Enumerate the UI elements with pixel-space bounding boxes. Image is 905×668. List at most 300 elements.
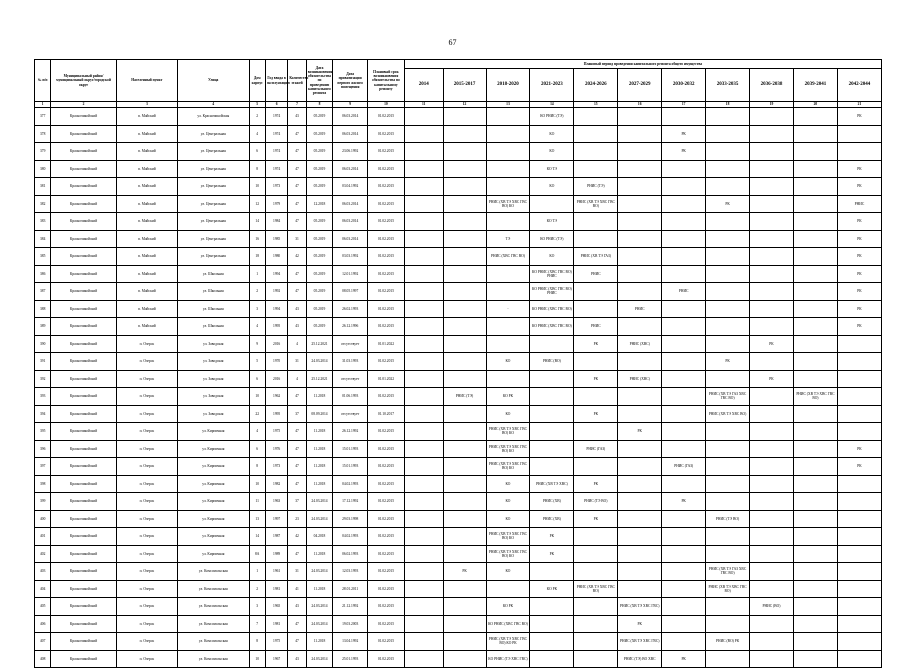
row-settlement: п. Майский (116, 195, 177, 213)
row-number: 386 (35, 265, 51, 283)
row-floors: 47 (288, 143, 306, 161)
table-body (35, 108, 882, 668)
row-period-cell (706, 335, 750, 353)
row-period-cell (750, 580, 794, 598)
row-date-privatization: 12.03.1993 (333, 563, 368, 581)
row-period-cell (618, 440, 662, 458)
row-period-cell: КО ТЭ (530, 213, 574, 231)
row-number: 378 (35, 125, 51, 143)
header-municipality: Муниципальный район/муниципальный округ/городской округ (51, 60, 116, 102)
row-planned-term: 01.01.2022 (368, 370, 405, 388)
row-period-cell (662, 388, 706, 406)
row-period-cell: РНИС (ХВ ТЭ ХВС ГВС ВО) КО (486, 458, 530, 476)
row-planned-term: 01.02.2015 (368, 230, 405, 248)
row-date-privatization: 31.03.1993 (333, 353, 368, 371)
row-year-built: 1981 (265, 580, 287, 598)
row-house: 2 (249, 283, 265, 301)
column-number: 19 (750, 102, 794, 108)
row-street: ул. Заводская (178, 370, 250, 388)
row-period-cell (706, 545, 750, 563)
row-period-cell (404, 580, 443, 598)
row-period-cell (662, 335, 706, 353)
row-settlement: п. Озерск (116, 510, 177, 528)
row-period-cell (837, 370, 881, 388)
column-number: 15 (574, 102, 618, 108)
header-year: 2027-2029 (618, 69, 662, 102)
row-date-obligation: 11.2018 (306, 388, 333, 406)
row-period-cell: ТЭ (486, 230, 530, 248)
row-settlement: п. Майский (116, 283, 177, 301)
row-house: 11 (249, 493, 265, 511)
column-number: 3 (116, 102, 177, 108)
table-row (35, 213, 882, 231)
row-period-cell: РНИС (ХВ ТЭ ГАЗ ХВС ГВС ВО) (706, 388, 750, 406)
row-street: ул. Комсомольская (178, 580, 250, 598)
row-period-cell (793, 633, 837, 651)
row-period-cell (793, 300, 837, 318)
row-period-cell (443, 650, 486, 668)
row-period-cell (443, 440, 486, 458)
row-period-cell (404, 178, 443, 196)
row-period-cell: РНИС (ХВ ТЭ ГАЗ) (574, 248, 618, 266)
table-row (35, 633, 882, 651)
row-planned-term: 01.02.2015 (368, 580, 405, 598)
row-period-cell (750, 440, 794, 458)
row-date-privatization: 06.03.2014 (333, 230, 368, 248)
row-date-obligation: 05.2019 (306, 230, 333, 248)
row-period-cell (750, 545, 794, 563)
row-period-cell (530, 615, 574, 633)
column-number: 11 (404, 102, 443, 108)
row-street: ул. Кирпичная (178, 458, 250, 476)
row-period-cell (618, 493, 662, 511)
row-period-cell (662, 563, 706, 581)
row-house: 5 (249, 353, 265, 371)
row-period-cell: РНИС (618, 300, 662, 318)
row-year-built: 1974 (265, 108, 287, 126)
row-date-obligation: 05.2019 (306, 160, 333, 178)
row-period-cell: РК (662, 143, 706, 161)
row-municipality: Красночикойский (51, 545, 116, 563)
row-period-cell (837, 528, 881, 546)
row-floors: 43 (288, 318, 306, 336)
row-period-cell (662, 580, 706, 598)
table-row (35, 493, 882, 511)
row-period-cell: РК (574, 335, 618, 353)
column-number: 5 (249, 102, 265, 108)
row-street: ул. Центральная (178, 125, 250, 143)
row-period-cell (706, 598, 750, 616)
row-settlement: п. Озерск (116, 650, 177, 668)
row-period-cell (793, 318, 837, 336)
row-planned-term: 01.02.2015 (368, 318, 405, 336)
row-period-cell (574, 108, 618, 126)
row-floors: 31 (288, 230, 306, 248)
row-period-cell (793, 108, 837, 126)
row-number: 396 (35, 440, 51, 458)
row-period-cell: КО РК (530, 580, 574, 598)
row-period-cell: РНИС (ХВ) (530, 510, 574, 528)
row-period-cell (837, 143, 881, 161)
header-floors: Количество этажей (288, 60, 306, 102)
table-row (35, 353, 882, 371)
row-year-built: 1979 (265, 195, 287, 213)
row-planned-term: 01.02.2015 (368, 650, 405, 668)
row-period-cell (404, 493, 443, 511)
row-floors: 43 (288, 108, 306, 126)
column-number: 9 (333, 102, 368, 108)
row-period-cell (404, 598, 443, 616)
row-period-cell (486, 283, 530, 301)
row-settlement: п. Майский (116, 248, 177, 266)
row-period-cell (618, 353, 662, 371)
row-year-built: 1995 (265, 318, 287, 336)
header-year: 2015-2017 (443, 69, 486, 102)
row-period-cell (793, 563, 837, 581)
table-row (35, 160, 882, 178)
row-period-cell (706, 440, 750, 458)
table-row (35, 248, 882, 266)
row-period-cell: КО ТЭ (530, 160, 574, 178)
row-floors: 4 (288, 370, 306, 388)
row-period-cell (443, 423, 486, 441)
row-period-cell (443, 178, 486, 196)
header-year: 2021-2023 (530, 69, 574, 102)
row-period-cell (706, 475, 750, 493)
table-row (35, 580, 882, 598)
row-date-privatization: 06.03.2014 (333, 213, 368, 231)
row-date-obligation: 05.2019 (306, 248, 333, 266)
row-period-cell: РК (837, 318, 881, 336)
row-period-cell (662, 108, 706, 126)
row-period-cell: РК (574, 510, 618, 528)
row-period-cell (793, 458, 837, 476)
row-period-cell: КО (486, 405, 530, 423)
row-year-built: 1980 (265, 248, 287, 266)
row-period-cell (486, 213, 530, 231)
row-period-cell (443, 510, 486, 528)
row-date-privatization: 13.04.1992 (333, 633, 368, 651)
header-house-label: Дом (253, 76, 261, 81)
row-period-cell (486, 108, 530, 126)
row-municipality: Красночикойский (51, 528, 116, 546)
row-street: ул. Заводская (178, 388, 250, 406)
row-period-cell (443, 248, 486, 266)
row-period-cell (837, 615, 881, 633)
row-house: 3 (249, 598, 265, 616)
row-settlement: п. Майский (116, 178, 177, 196)
row-period-cell (404, 230, 443, 248)
row-period-cell (404, 633, 443, 651)
row-period-cell (793, 283, 837, 301)
row-number: 377 (35, 108, 51, 126)
row-period-cell (662, 160, 706, 178)
row-period-cell (618, 178, 662, 196)
row-municipality: Красночикойский (51, 230, 116, 248)
row-date-obligation: 11.2018 (306, 458, 333, 476)
row-date-obligation: 24.03.2014 (306, 563, 333, 581)
row-settlement: п. Озерск (116, 633, 177, 651)
row-planned-term: 01.02.2015 (368, 160, 405, 178)
row-period-cell (574, 230, 618, 248)
row-house: 1 (249, 265, 265, 283)
row-period-cell (404, 423, 443, 441)
column-number: 17 (662, 102, 706, 108)
row-period-cell (706, 265, 750, 283)
row-settlement: п. Майский (116, 213, 177, 231)
row-number: 387 (35, 283, 51, 301)
row-period-cell (404, 318, 443, 336)
row-house: 1 (249, 563, 265, 581)
row-period-cell: РК (837, 213, 881, 231)
row-floors: 41 (288, 580, 306, 598)
row-house: 6 (249, 370, 265, 388)
row-settlement: п. Майский (116, 230, 177, 248)
row-planned-term: 01.02.2015 (368, 510, 405, 528)
row-house: 7 (249, 615, 265, 633)
row-period-cell (574, 353, 618, 371)
row-date-obligation: 05.2019 (306, 283, 333, 301)
row-period-cell (793, 580, 837, 598)
row-period-cell (750, 493, 794, 511)
row-period-cell: РНИС (574, 265, 618, 283)
row-street: ул. Кирпичная (178, 510, 250, 528)
row-house: 4 (249, 423, 265, 441)
table-row (35, 108, 882, 126)
row-period-cell (662, 528, 706, 546)
table-row (35, 528, 882, 546)
row-year-built: 1987 (265, 528, 287, 546)
row-period-cell (404, 300, 443, 318)
header-settlement: Населенный пункт (116, 60, 177, 102)
header-street: Улица (178, 60, 250, 102)
row-municipality: Красночикойский (51, 335, 116, 353)
table-row (35, 405, 882, 423)
capital-repair-table (34, 59, 882, 668)
row-period-cell (443, 265, 486, 283)
row-period-cell (574, 615, 618, 633)
row-period-cell (706, 493, 750, 511)
row-period-cell (662, 178, 706, 196)
row-period-cell: РК (574, 475, 618, 493)
row-period-cell (750, 615, 794, 633)
row-planned-term: 01.02.2015 (368, 353, 405, 371)
row-year-built: 1984 (265, 213, 287, 231)
row-street: ул. Заводская (178, 335, 250, 353)
table-row (35, 318, 882, 336)
row-period-cell (618, 388, 662, 406)
row-year-built: 1981 (265, 615, 287, 633)
row-number: 408 (35, 650, 51, 668)
row-house: 18 (249, 248, 265, 266)
row-period-cell (404, 108, 443, 126)
row-date-privatization: 21.12.1992 (333, 598, 368, 616)
row-period-cell (750, 108, 794, 126)
row-period-cell: РК (618, 423, 662, 441)
row-period-cell (404, 405, 443, 423)
row-period-cell (837, 125, 881, 143)
row-period-cell (750, 195, 794, 213)
row-period-cell: РНИС (ГАЗ) (574, 440, 618, 458)
row-period-cell (443, 580, 486, 598)
row-date-privatization: 29.03.1998 (333, 510, 368, 528)
row-municipality: Красночикойский (51, 125, 116, 143)
row-period-cell: РК (750, 370, 794, 388)
row-municipality: Красночикойский (51, 633, 116, 651)
row-period-cell (793, 440, 837, 458)
row-house: 9 (249, 335, 265, 353)
row-period-cell (486, 370, 530, 388)
row-period-cell (574, 528, 618, 546)
row-municipality: Красночикойский (51, 598, 116, 616)
row-period-cell (793, 528, 837, 546)
row-date-obligation: 11.2018 (306, 423, 333, 441)
row-period-cell (404, 248, 443, 266)
column-number: 18 (706, 102, 750, 108)
row-period-cell (574, 423, 618, 441)
column-number: 10 (368, 102, 405, 108)
row-planned-term: 01.02.2015 (368, 528, 405, 546)
row-municipality: Красночикойский (51, 650, 116, 668)
row-street: ул. Школьная (178, 265, 250, 283)
row-period-cell: РНИС (ГАЗ) (662, 458, 706, 476)
row-year-built: 1973 (265, 458, 287, 476)
row-date-privatization: 17.12.1992 (333, 493, 368, 511)
row-period-cell: РК (837, 230, 881, 248)
row-period-cell: РНИС (ВО) (530, 353, 574, 371)
row-period-cell: РК (662, 125, 706, 143)
row-date-obligation: 05.2019 (306, 265, 333, 283)
header-planned-term: Плановый срок возникновения обязательства по капитальному ремонту (368, 60, 405, 102)
row-period-cell (793, 650, 837, 668)
row-floors: 47 (288, 125, 306, 143)
row-period-cell: КО РНИС (ТЭ ХВС ГВС) (486, 650, 530, 668)
row-period-cell (793, 423, 837, 441)
row-date-obligation: 05.2019 (306, 300, 333, 318)
row-number: 405 (35, 598, 51, 616)
row-number: 393 (35, 388, 51, 406)
row-period-cell (574, 458, 618, 476)
row-number: 404 (35, 580, 51, 598)
row-house: 8 (249, 633, 265, 651)
row-settlement: п. Озерск (116, 440, 177, 458)
row-date-privatization: 25.01.1993 (333, 650, 368, 668)
row-period-cell (618, 213, 662, 231)
row-number: 407 (35, 633, 51, 651)
row-planned-term: 01.02.2015 (368, 213, 405, 231)
row-municipality: Красночикойский (51, 423, 116, 441)
row-period-cell (574, 650, 618, 668)
row-period-cell: РНИС (ХВ ТЭ ХВС ГВС ВО) КО (486, 423, 530, 441)
row-settlement: п. Озерск (116, 335, 177, 353)
table-row (35, 143, 882, 161)
row-year-built: 1982 (265, 475, 287, 493)
row-period-cell (486, 265, 530, 283)
row-period-cell (443, 335, 486, 353)
row-municipality: Красночикойский (51, 178, 116, 196)
row-period-cell: РНИС (662, 283, 706, 301)
row-date-privatization: 03.04.1992 (333, 178, 368, 196)
row-house: 16 (249, 230, 265, 248)
row-planned-term: 01.02.2015 (368, 615, 405, 633)
row-period-cell (793, 178, 837, 196)
row-planned-term: 01.02.2015 (368, 475, 405, 493)
row-period-cell: КО РНИС (ХВС ГВС ВО) (530, 318, 574, 336)
row-period-cell: РК (837, 458, 881, 476)
row-period-cell (706, 178, 750, 196)
row-period-cell (706, 108, 750, 126)
row-year-built: 1992 (265, 283, 287, 301)
row-period-cell (662, 545, 706, 563)
row-period-cell: РНИС (ХВ ТЭ ХВС ГВС ВО) КО (486, 195, 530, 213)
row-period-cell: - (486, 300, 530, 318)
row-date-obligation: 05.2019 (306, 125, 333, 143)
row-period-cell (706, 283, 750, 301)
row-period-cell (662, 440, 706, 458)
row-period-cell (618, 108, 662, 126)
row-floors: 47 (288, 615, 306, 633)
row-period-cell (574, 143, 618, 161)
column-number: 8 (306, 102, 333, 108)
row-municipality: Красночикойский (51, 440, 116, 458)
row-period-cell (793, 248, 837, 266)
row-period-cell: РНИС (ВО) (750, 598, 794, 616)
row-period-cell (662, 213, 706, 231)
row-floors: 31 (288, 353, 306, 371)
row-period-cell: КО РНИС (ТЭ) (530, 108, 574, 126)
row-date-obligation: 08.09.2014 (306, 405, 333, 423)
row-house: 14 (249, 213, 265, 231)
row-floors: 42 (288, 528, 306, 546)
row-street: ул. Кирпичная (178, 528, 250, 546)
row-period-cell (574, 598, 618, 616)
row-street: ул. Центральная (178, 160, 250, 178)
row-period-cell (837, 510, 881, 528)
row-planned-term: 01.02.2015 (368, 108, 405, 126)
row-date-privatization: отсутствует (333, 370, 368, 388)
row-period-cell: КО (530, 248, 574, 266)
row-period-cell (750, 125, 794, 143)
row-period-cell (443, 318, 486, 336)
row-date-privatization: 26.12.1992 (333, 423, 368, 441)
header-year: 2024-2026 (574, 69, 618, 102)
header-year: 2033-2035 (706, 69, 750, 102)
row-street: ул. Комсомольская (178, 598, 250, 616)
header-date-obligation: Дата возникновения обязательства по проведению капитального ремонта (306, 60, 333, 102)
row-period-cell: КО РНИС (ТЭ) (530, 230, 574, 248)
row-municipality: Красночикойский (51, 388, 116, 406)
row-period-cell: РК (837, 108, 881, 126)
row-date-obligation: 11.2018 (306, 633, 333, 651)
row-period-cell (793, 493, 837, 511)
row-number: 389 (35, 318, 51, 336)
row-period-cell: РК (618, 615, 662, 633)
row-number: 399 (35, 493, 51, 511)
row-number: 391 (35, 353, 51, 371)
column-number: 21 (837, 102, 881, 108)
row-period-cell (793, 353, 837, 371)
row-floors: 47 (288, 633, 306, 651)
row-house: 13 (249, 510, 265, 528)
row-period-cell: КО (486, 563, 530, 581)
row-period-cell (443, 633, 486, 651)
row-planned-term: 01.02.2015 (368, 300, 405, 318)
row-period-cell (618, 528, 662, 546)
row-period-cell: РНИС (ХВ) (530, 493, 574, 511)
row-period-cell (443, 283, 486, 301)
row-house: 2 (249, 108, 265, 126)
row-date-obligation: 24.03.2014 (306, 510, 333, 528)
